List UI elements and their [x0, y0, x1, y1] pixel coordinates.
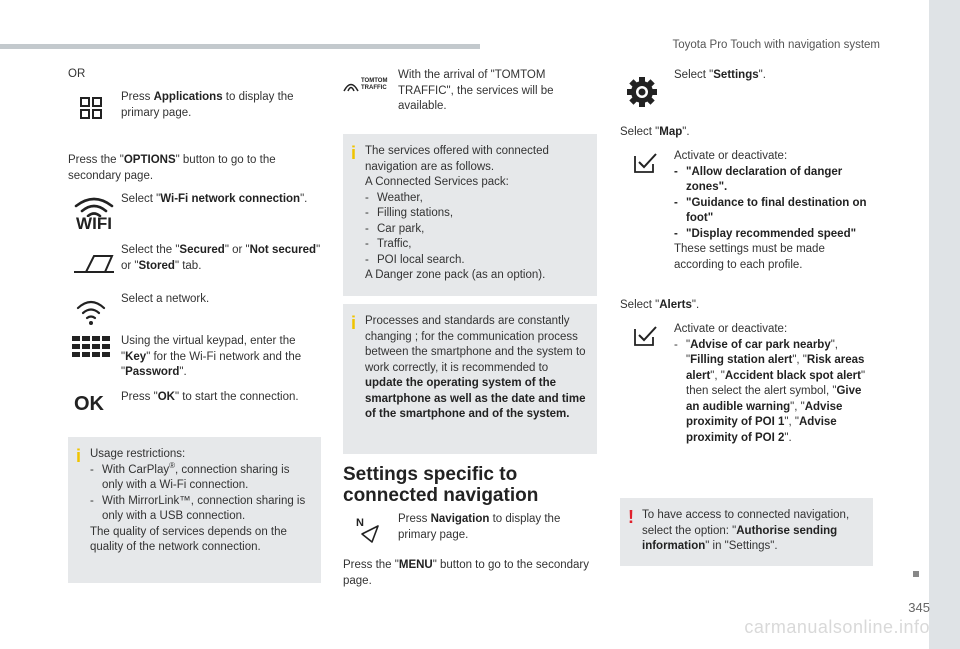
access-text: To have access to connected navigation, select the option: "Authorise sending information" in "Settings". [642, 509, 850, 552]
warning-icon: ! [628, 507, 634, 527]
menu-text: Press the "MENU" button to go to the secondary page. [343, 559, 589, 587]
header-bar [0, 44, 480, 49]
end-marker [913, 571, 919, 577]
map-text: Select "Map". [620, 126, 690, 138]
navigation-arrow-icon [356, 516, 380, 544]
activate-alerts-text: Activate or deactivate: - "Advise of car park nearby", "Filling station alert", "Risk areas alert", "Accident black spot alert" then select the alert symbol, "Give an audible warning", "Advise proximity of POI 1", "Advise proximity of POI 2". [674, 322, 874, 446]
tomtom-traffic-icon: TOMTOM TRAFFIC [343, 78, 391, 94]
grid-apps-icon [80, 97, 102, 119]
tab-icon [72, 252, 116, 274]
select-network-text: Select a network. [121, 293, 210, 305]
page-header-title: Toyota Pro Touch with navigation system [672, 39, 880, 51]
checkbox-icon [634, 153, 658, 173]
activate-danger-text: Activate or deactivate: - "Allow declaration of danger zones". - "Guidance to final destination on foot" - "Display recommended speed" These settings must be made according to each profile. [674, 149, 874, 273]
alerts-text: Select "Alerts". [620, 299, 700, 311]
wifi-icon: WIFI [72, 195, 116, 235]
processes-box [343, 304, 597, 454]
gear-icon [626, 76, 658, 108]
access-warning-box [620, 498, 873, 566]
info-icon: i [351, 143, 357, 163]
ok-icon: OK [74, 393, 104, 415]
wifi-signal-icon [76, 298, 106, 326]
services-text: The services offered with connected navigation are as follows. A Connected Services pack: - Weather, - Filling stations, - Car park, - Traffic, - POI local search. A Danger zone pack (as an option). [365, 144, 589, 284]
or-label: OR [68, 68, 86, 80]
navigation-text: Press Navigation to display the primary page. [398, 513, 561, 541]
info-icon: i [76, 446, 82, 466]
keypad-icon [72, 336, 110, 358]
processes-text: Processes and standards are constantly changing ; for the communication process between the smartphone and the system to work correctly, it is recommended to update the operating system of the smartphone as well as the date and time of the smartphone and of the system. [365, 315, 586, 420]
usage-restrictions-box [68, 437, 321, 583]
services-box [343, 134, 597, 296]
watermark: carmanualsonline.info [744, 617, 930, 637]
svg-text:N: N [356, 517, 364, 529]
page-sidebar [929, 0, 960, 649]
wifi-network-text: Select "Wi-Fi network connection". [121, 193, 308, 205]
options-text: Press the "OPTIONS" button to go to the secondary page. [68, 154, 276, 182]
section-heading: Settings specific to connected navigation [343, 464, 539, 506]
page-number: 345 [908, 600, 930, 615]
tomtom-text: With the arrival of "TOMTOM TRAFFIC", the services will be available. [398, 69, 554, 112]
settings-text: Select "Settings". [674, 69, 766, 81]
ok-text: Press "OK" to start the connection. [121, 391, 299, 403]
applications-text: Press Applications to display the primary page. [121, 91, 294, 119]
keypad-text: Using the virtual keypad, enter the "Key" for the Wi-Fi network and the "Password". [121, 335, 302, 378]
usage-text: Usage restrictions: - With CarPlay®, connection sharing is only with a Wi-Fi connection. - With MirrorLink™, connection sharing is only with a USB connection. The quality of services depends on the quality of the network connection. [90, 447, 312, 556]
checkbox-icon [634, 326, 658, 346]
info-icon: i [351, 313, 357, 333]
secured-text: Select the "Secured" or "Not secured" or "Stored" tab. [121, 244, 321, 272]
